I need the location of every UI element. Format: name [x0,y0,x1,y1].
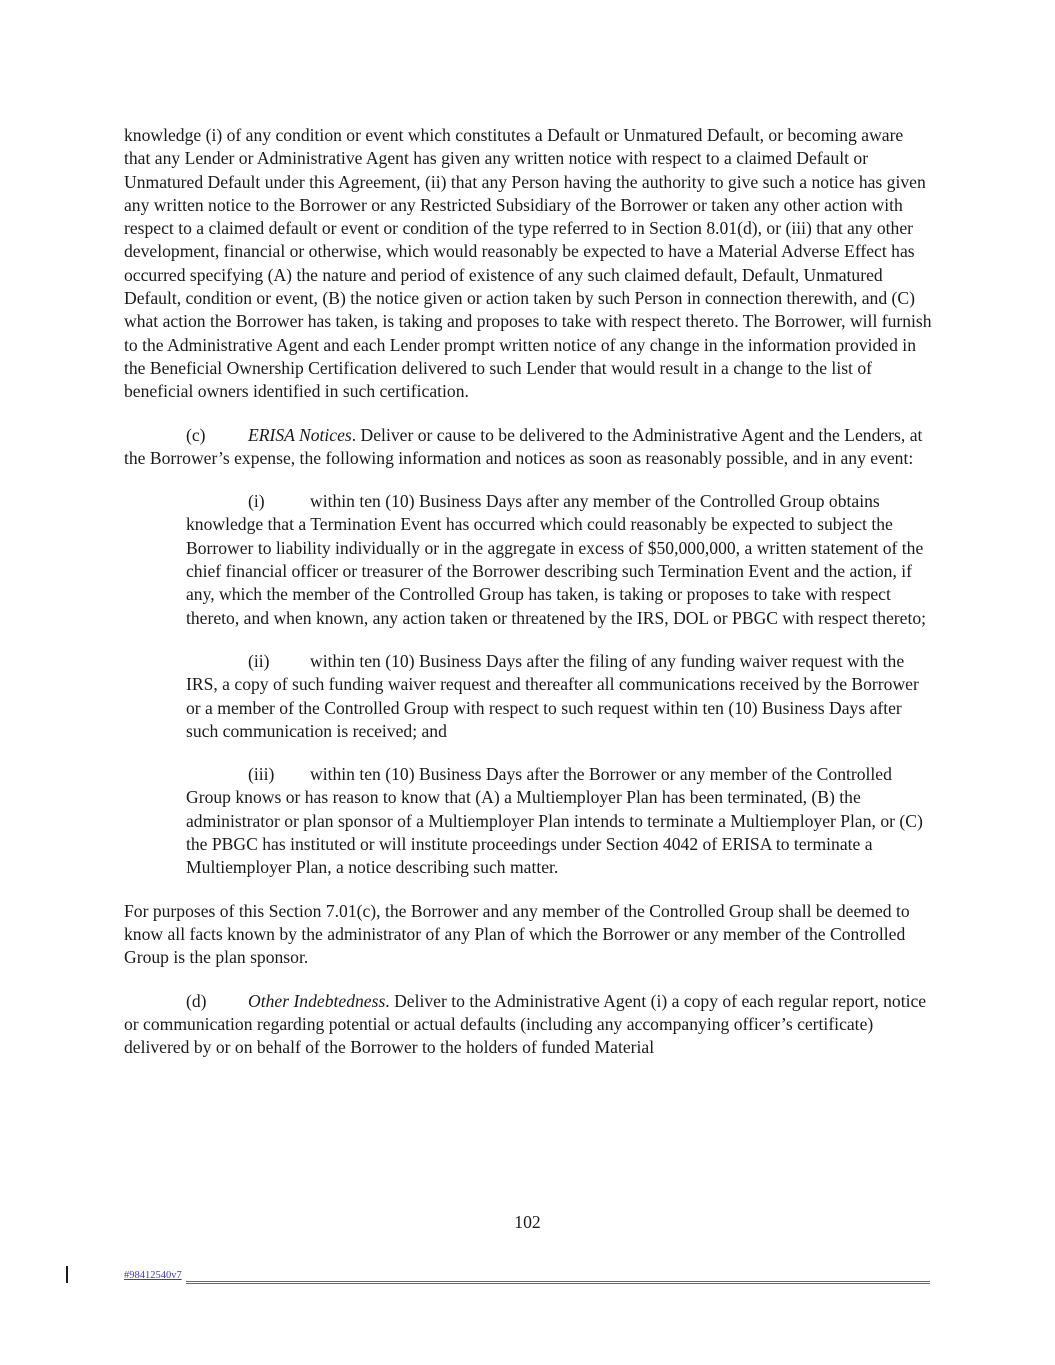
subclause-iii [186,763,934,879]
subclause-text-i: within ten (10) Business Days after any member of the Controlled Group obtains knowledge that a Termination Event has occurred which could reasonably be expected to subject the Borrower to liability individually or in the aggregate in excess of $50,000,000, a written statement of the chief financial officer or treasurer of the Borrower describing such Termination Event and the action, if any, which the member of the Controlled Group has taken, is taking or proposes to take with respect thereto, and when known, any action taken or threatened by the IRS, DOL or PBGC with respect thereto; [186,491,927,628]
subclause-text-iii: within ten (10) Business Days after the Borrower or any member of the Controlled Group knows or has reason to know that (A) a Multiemployer Plan has been terminated, (B) the administrator or plan sponsor of a Multiemployer Plan intends to terminate a Multiemployer Plan, or (C) the PBGC has instituted or will institute proceedings under Section 4042 of ERISA to terminate a Multiemployer Plan, a notice describing such matter. [186,764,923,878]
subclause-number-i: (i) [248,491,265,512]
subclause-text-ii: within ten (10) Business Days after the filing of any funding waiver request with the IRS, a copy of such funding waiver request and thereafter all communications received by the Borrower or a member of the Controlled Group with respect to such request within ten (10) Business Days after such communication is received; and [186,650,919,741]
subclause-i [186,490,934,630]
body-text [124,124,934,1079]
clause-number-c: (c) [186,424,206,445]
footer-rule [186,1281,930,1284]
page-number: 102 [514,1212,541,1232]
paragraph-other-indebtedness [124,990,934,1060]
clause-text-c: . Deliver or cause to be delivered to the Administrative Agent and the Lenders, at the Borrower’s expense, the following information and notices as soon as reasonably possible, and in any event: [124,424,923,468]
paragraph-knowledge: knowledge (i) of any condition or event which constitutes a Default or Unmatured Default, or becoming aware that any Lender or Administrative Agent has given any written notice with respect to a claimed Default or Unmatured Default under this Agreement, (ii) that any Person having the authority to give such a notice has given any written notice to the Borrower or any Restricted Subsidiary of the Borrower or taken any other action with respect to a claimed default or event or condition of the type referred to in Section 8.01(d), or (iii) that any other development, financial or otherwise, which would reasonably be expected to have a Material Adverse Effect has occurred specifying (A) the nature and period of existence of any such claimed default, Default, Unmatured Default, condition or event, (B) the notice given or action taken by such Person in connection therewith, and (C) what action the Borrower has taken, is taking and proposes to take with respect thereto. The Borrower, will furnish to the Administrative Agent and each Lender prompt written notice of any change in the information provided in the Beneficial Ownership Certification delivered to such Lender that would result in a change to the list of beneficial owners identified in such certification. [124,125,932,402]
subclause-ii [186,650,934,743]
clause-number-d: (d) [186,990,207,1011]
paragraph-erisa-notices [124,424,934,471]
clause-title-other-indebtedness: Other Indebtedness [248,990,386,1011]
clause-title-erisa-notices: ERISA Notices [248,424,352,445]
paragraph-for-purposes: For purposes of this Section 7.01(c), the Borrower and any member of the Controlled Group shall be deemed to know all facts known by the administrator of any Plan of which the Borrower or any member of the Controlled Group is the plan sponsor. [124,900,910,968]
clause-text-d: . Deliver to the Administrative Agent (i) a copy of each regular report, notice or communication regarding potential or actual defaults (including any accompanying officer’s certificate) delivered by or on behalf of the Borrower to the holders of funded Material [124,990,927,1058]
change-bar [66,1266,68,1283]
document-id-link[interactable]: #98412540v7 [124,1270,182,1281]
subclause-number-iii: (iii) [248,764,275,785]
subclause-number-ii: (ii) [248,650,270,671]
